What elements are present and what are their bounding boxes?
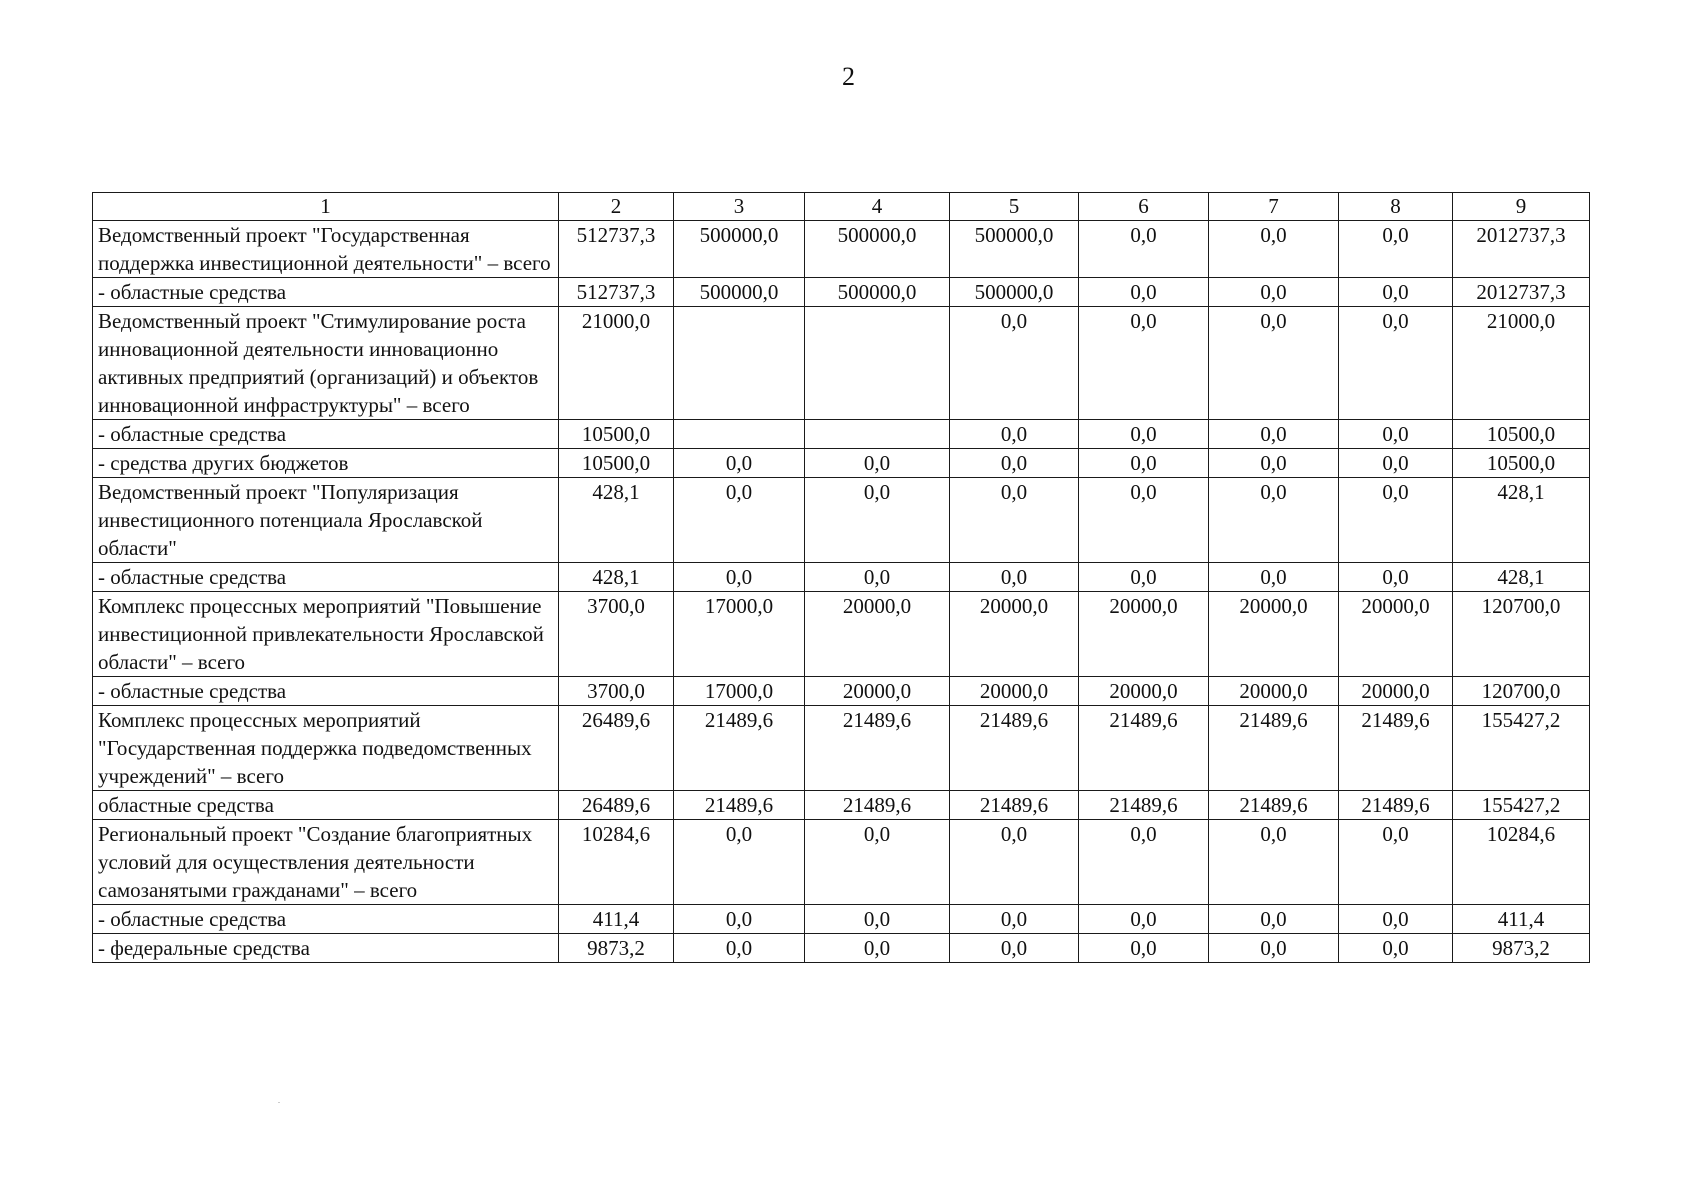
value-cell: 21000,0 bbox=[1453, 307, 1590, 420]
row-label: Комплекс процессных мероприятий "Государственная поддержка подведомственных учреждений" – всего bbox=[93, 706, 559, 791]
value-cell: 411,4 bbox=[1453, 905, 1590, 934]
value-cell: 0,0 bbox=[950, 934, 1079, 963]
value-cell: 512737,3 bbox=[559, 278, 674, 307]
header-cell: 6 bbox=[1079, 193, 1209, 221]
value-cell: 0,0 bbox=[1079, 563, 1209, 592]
value-cell: 0,0 bbox=[1209, 478, 1339, 563]
value-cell: 2012737,3 bbox=[1453, 278, 1590, 307]
value-cell: 21489,6 bbox=[674, 706, 805, 791]
value-cell: 155427,2 bbox=[1453, 706, 1590, 791]
row-label: - областные средства bbox=[93, 278, 559, 307]
value-cell: 21489,6 bbox=[1339, 706, 1453, 791]
header-cell: 7 bbox=[1209, 193, 1339, 221]
value-cell: 2012737,3 bbox=[1453, 221, 1590, 278]
value-cell: 21489,6 bbox=[1079, 791, 1209, 820]
header-cell: 2 bbox=[559, 193, 674, 221]
value-cell: 17000,0 bbox=[674, 592, 805, 677]
value-cell: 0,0 bbox=[674, 563, 805, 592]
value-cell: 20000,0 bbox=[805, 592, 950, 677]
value-cell: 0,0 bbox=[1339, 449, 1453, 478]
table-row bbox=[93, 563, 1590, 592]
value-cell: 20000,0 bbox=[1339, 677, 1453, 706]
value-cell: 0,0 bbox=[805, 478, 950, 563]
header-cell: 8 bbox=[1339, 193, 1453, 221]
table-row bbox=[93, 221, 1590, 278]
table-row bbox=[93, 278, 1590, 307]
row-label: - областные средства bbox=[93, 677, 559, 706]
table-row bbox=[93, 307, 1590, 420]
header-cell: 5 bbox=[950, 193, 1079, 221]
value-cell: 0,0 bbox=[805, 934, 950, 963]
row-label: - областные средства bbox=[93, 563, 559, 592]
value-cell: 0,0 bbox=[1339, 221, 1453, 278]
row-label: Ведомственный проект "Государственная поддержка инвестиционной деятельности" – всего bbox=[93, 221, 559, 278]
value-cell: 0,0 bbox=[1079, 934, 1209, 963]
value-cell: 0,0 bbox=[805, 905, 950, 934]
value-cell: 0,0 bbox=[1339, 563, 1453, 592]
table-row bbox=[93, 592, 1590, 677]
value-cell bbox=[674, 307, 805, 420]
value-cell: 0,0 bbox=[1079, 278, 1209, 307]
value-cell: 0,0 bbox=[1079, 420, 1209, 449]
value-cell: 21489,6 bbox=[1209, 791, 1339, 820]
table-row bbox=[93, 934, 1590, 963]
value-cell: 500000,0 bbox=[674, 221, 805, 278]
value-cell: 21489,6 bbox=[950, 791, 1079, 820]
value-cell: 500000,0 bbox=[805, 221, 950, 278]
value-cell: 0,0 bbox=[674, 449, 805, 478]
value-cell: 21489,6 bbox=[805, 791, 950, 820]
scan-speck bbox=[278, 1102, 280, 1103]
value-cell: 0,0 bbox=[1209, 221, 1339, 278]
value-cell: 0,0 bbox=[1339, 934, 1453, 963]
table-row bbox=[93, 478, 1590, 563]
value-cell: 20000,0 bbox=[950, 677, 1079, 706]
table-row bbox=[93, 420, 1590, 449]
value-cell: 10500,0 bbox=[1453, 449, 1590, 478]
value-cell: 428,1 bbox=[1453, 563, 1590, 592]
value-cell: 20000,0 bbox=[805, 677, 950, 706]
value-cell: 0,0 bbox=[674, 905, 805, 934]
row-label: - средства других бюджетов bbox=[93, 449, 559, 478]
value-cell: 0,0 bbox=[1079, 307, 1209, 420]
value-cell: 0,0 bbox=[1339, 905, 1453, 934]
value-cell: 428,1 bbox=[559, 478, 674, 563]
value-cell: 0,0 bbox=[1079, 905, 1209, 934]
value-cell bbox=[805, 307, 950, 420]
value-cell: 0,0 bbox=[674, 934, 805, 963]
budget-table bbox=[92, 192, 1590, 963]
value-cell: 500000,0 bbox=[805, 278, 950, 307]
header-row bbox=[93, 193, 1590, 221]
value-cell: 0,0 bbox=[1209, 905, 1339, 934]
value-cell: 21489,6 bbox=[1079, 706, 1209, 791]
value-cell: 10500,0 bbox=[559, 420, 674, 449]
row-label: - федеральные средства bbox=[93, 934, 559, 963]
value-cell: 0,0 bbox=[1079, 820, 1209, 905]
value-cell: 500000,0 bbox=[950, 221, 1079, 278]
value-cell: 500000,0 bbox=[674, 278, 805, 307]
value-cell: 20000,0 bbox=[950, 592, 1079, 677]
value-cell: 0,0 bbox=[1209, 420, 1339, 449]
header-cell: 3 bbox=[674, 193, 805, 221]
value-cell: 0,0 bbox=[950, 449, 1079, 478]
value-cell: 17000,0 bbox=[674, 677, 805, 706]
value-cell: 20000,0 bbox=[1079, 677, 1209, 706]
value-cell: 0,0 bbox=[674, 820, 805, 905]
row-label: Комплекс процессных мероприятий "Повышение инвестиционной привлекательности Ярославской области" – всего bbox=[93, 592, 559, 677]
value-cell: 10284,6 bbox=[1453, 820, 1590, 905]
value-cell: 0,0 bbox=[1079, 449, 1209, 478]
value-cell: 21489,6 bbox=[805, 706, 950, 791]
value-cell bbox=[805, 420, 950, 449]
value-cell: 0,0 bbox=[805, 563, 950, 592]
value-cell bbox=[674, 420, 805, 449]
value-cell: 20000,0 bbox=[1079, 592, 1209, 677]
value-cell: 20000,0 bbox=[1209, 677, 1339, 706]
row-label: - областные средства bbox=[93, 420, 559, 449]
value-cell: 0,0 bbox=[1209, 278, 1339, 307]
table-row bbox=[93, 905, 1590, 934]
value-cell: 0,0 bbox=[805, 449, 950, 478]
value-cell: 0,0 bbox=[1079, 478, 1209, 563]
page-number: 2 bbox=[842, 62, 855, 91]
value-cell: 20000,0 bbox=[1209, 592, 1339, 677]
row-label: областные средства bbox=[93, 791, 559, 820]
value-cell: 0,0 bbox=[950, 478, 1079, 563]
value-cell: 0,0 bbox=[1339, 278, 1453, 307]
value-cell: 428,1 bbox=[1453, 478, 1590, 563]
value-cell: 26489,6 bbox=[559, 706, 674, 791]
value-cell: 0,0 bbox=[950, 820, 1079, 905]
value-cell: 0,0 bbox=[950, 905, 1079, 934]
value-cell: 120700,0 bbox=[1453, 677, 1590, 706]
row-label: - областные средства bbox=[93, 905, 559, 934]
value-cell: 155427,2 bbox=[1453, 791, 1590, 820]
value-cell: 9873,2 bbox=[559, 934, 674, 963]
row-label: Ведомственный проект "Стимулирование роста инновационной деятельности инновационно активных предприятий (организаций) и объектов инновационной инфраструктуры" – всего bbox=[93, 307, 559, 420]
value-cell: 500000,0 bbox=[950, 278, 1079, 307]
table-body bbox=[93, 193, 1590, 963]
value-cell: 0,0 bbox=[1339, 307, 1453, 420]
value-cell: 0,0 bbox=[950, 420, 1079, 449]
value-cell: 0,0 bbox=[805, 820, 950, 905]
value-cell: 10500,0 bbox=[1453, 420, 1590, 449]
value-cell: 0,0 bbox=[1209, 307, 1339, 420]
value-cell: 0,0 bbox=[1209, 563, 1339, 592]
value-cell: 21489,6 bbox=[950, 706, 1079, 791]
value-cell: 0,0 bbox=[1339, 420, 1453, 449]
value-cell: 0,0 bbox=[1079, 221, 1209, 278]
value-cell: 3700,0 bbox=[559, 592, 674, 677]
table-row bbox=[93, 677, 1590, 706]
value-cell: 0,0 bbox=[950, 563, 1079, 592]
table-row bbox=[93, 706, 1590, 791]
value-cell: 0,0 bbox=[1209, 934, 1339, 963]
table-row bbox=[93, 791, 1590, 820]
value-cell: 0,0 bbox=[950, 307, 1079, 420]
header-cell: 1 bbox=[93, 193, 559, 221]
value-cell: 0,0 bbox=[1209, 449, 1339, 478]
value-cell: 411,4 bbox=[559, 905, 674, 934]
table-row bbox=[93, 820, 1590, 905]
value-cell: 21489,6 bbox=[1339, 791, 1453, 820]
header-cell: 4 bbox=[805, 193, 950, 221]
value-cell: 26489,6 bbox=[559, 791, 674, 820]
value-cell: 0,0 bbox=[1339, 820, 1453, 905]
value-cell: 428,1 bbox=[559, 563, 674, 592]
row-label: Региональный проект "Создание благоприятных условий для осуществления деятельности самозанятыми гражданами" – всего bbox=[93, 820, 559, 905]
value-cell: 512737,3 bbox=[559, 221, 674, 278]
value-cell: 3700,0 bbox=[559, 677, 674, 706]
value-cell: 20000,0 bbox=[1339, 592, 1453, 677]
row-label: Ведомственный проект "Популяризация инвестиционного потенциала Ярославской области" bbox=[93, 478, 559, 563]
value-cell: 21000,0 bbox=[559, 307, 674, 420]
value-cell: 10500,0 bbox=[559, 449, 674, 478]
table-row bbox=[93, 449, 1590, 478]
value-cell: 0,0 bbox=[1209, 820, 1339, 905]
value-cell: 120700,0 bbox=[1453, 592, 1590, 677]
value-cell: 0,0 bbox=[674, 478, 805, 563]
value-cell: 0,0 bbox=[1339, 478, 1453, 563]
value-cell: 21489,6 bbox=[1209, 706, 1339, 791]
value-cell: 9873,2 bbox=[1453, 934, 1590, 963]
value-cell: 21489,6 bbox=[674, 791, 805, 820]
value-cell: 10284,6 bbox=[559, 820, 674, 905]
header-cell: 9 bbox=[1453, 193, 1590, 221]
